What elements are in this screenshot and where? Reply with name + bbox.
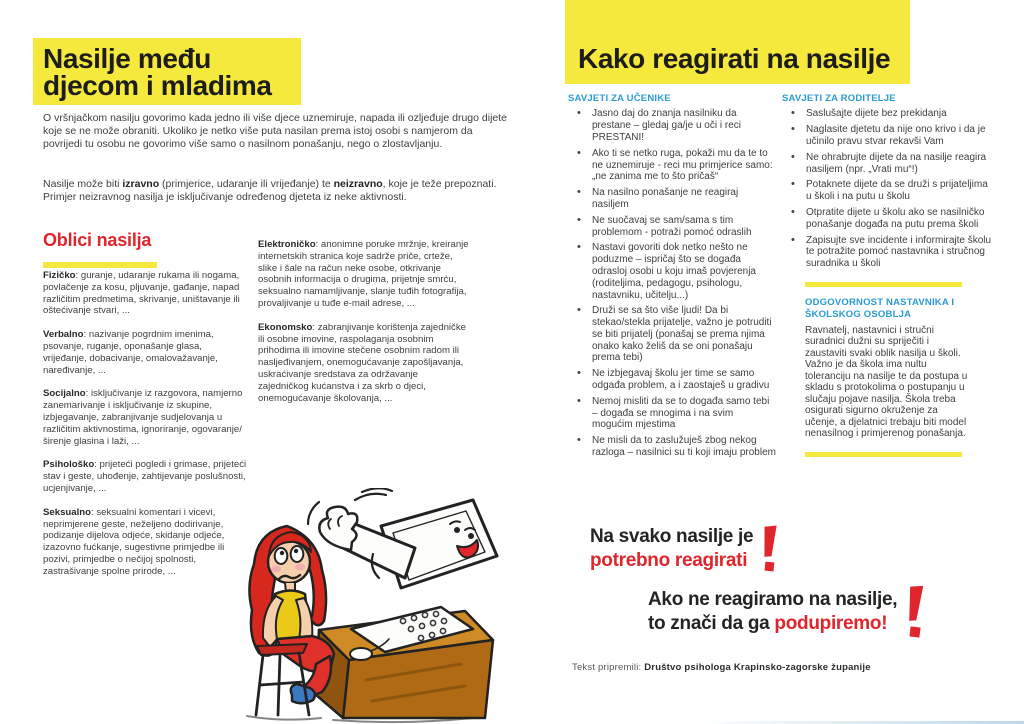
bullet-item: • Otpratite dijete u školu ako se nasilničko ponašanje događa na putu prema školi xyxy=(806,207,992,231)
callout1-line2: potrebno reagirati xyxy=(590,550,748,572)
violence-types-column-1 xyxy=(43,270,248,590)
callout1-line1: Na svako nasilje je xyxy=(590,526,754,547)
title-line-2: djecom i mladima xyxy=(43,70,272,101)
bullet-item: • Potaknete dijete da se druži s prijateljima u školi i na putu u školu xyxy=(806,179,992,203)
right-page-title xyxy=(565,0,910,84)
violence-type-term: Fizičko xyxy=(43,270,76,281)
text-run: podupiremo! xyxy=(774,613,888,634)
bullet-item: • Zapisujte sve incidente i informirajte školu te potražite pomoć nastavnika i stručnog suradnika u školi xyxy=(806,235,992,270)
violence-type-term: Seksualno xyxy=(43,506,91,518)
teachers-body: Ravnatelj, nastavnici i stručni suradnici dužni su spriječiti i zaustaviti svaki oblik nasilja u školi. Važno je da škola ima nultu toleranciju na nasilje te da postupa u skladu s protokolima o postupanju u slučaju pojave nasilja. Škola treba osigurati sigurno okruženje za učenje, a djelatnici trebaju biti model nenasilnog i primjerenog ponašanja. xyxy=(805,324,968,440)
text-run: to znači da ga xyxy=(648,613,775,634)
violence-type-term: Ekonomsko xyxy=(258,321,313,333)
bullet-item: • Nemoj misliti da se to događa samo tebi – događa se mnogima i na svim mogućim mjestima xyxy=(592,396,776,431)
violence-type-block: Fizičko: guranje, udaranje rukama ili nogama, povlačenje za kosu, pljuvanje, gađanje, napad različitim predmetima, skrivanje, uništavanje ili oštećivanje stvari, ... xyxy=(43,270,240,317)
bullet-item: • Nastavi govoriti dok netko nešto ne poduzme – ispričaj što se događa odrasloj osobi u koju imaš povjerenja (roditeljima, pedagogu, psihologu, nastavniku, učitelju...) xyxy=(592,242,776,301)
bullet-item: • Na nasilno ponašanje ne reagiraj nasiljem xyxy=(592,187,776,211)
yellow-divider-bottom xyxy=(805,452,962,457)
bullet-item: • Jasno daj do znanja nasilniku da prestane – gledaj ga/je u oči i reci PRESTANI! xyxy=(592,108,776,143)
violence-type-block: Psihološko: prijeteći pogledi i grimase, prijeteći stav i geste, uhođenje, zahtijevanje poslušnosti, ucjenjivanje, ... xyxy=(43,459,247,494)
bullet-item: • Ne ohrabrujte dijete da na nasilje reagira nasiljem (npr. „Vrati mu“!) xyxy=(806,152,992,176)
exclamation-icon xyxy=(904,585,923,639)
bullet-item: • Ako ti se netko ruga, pokaži mu da te to ne uznemiruje - reci mu primjerice samo: „ne zanima me to što pričaš“ xyxy=(592,148,776,183)
credits-organization: Društvo psihologa Krapinsko-zagorske županije xyxy=(644,662,871,673)
violence-type-block: Elektroničko: anonimne poruke mržnje, kreiranje internetskih stranica koje sadrže priče, crteže, slike i šale na račun neke osobe, otkrivanje osobnih informacija o drugima, prijetnje smrću, seksualno namamljivanje, slanje tuđih fotografija, provaljivanje u tuđe e-mail adrese, ... xyxy=(258,239,469,309)
section-heading-oblici-nasilja: Oblici nasilja xyxy=(43,230,152,250)
callout2-line1: Ako ne reagiramo na nasilje, xyxy=(648,588,898,610)
violence-type-block: Ekonomsko: zabranjivanje korištenja zajedničke ili osobne imovine, raspolaganja osobnim prihodima ili imovine stečene osobnim radom ili nasljeđivanjem, onemogućavanje zapošljavanja, uskraćivanje sredstava za održavanje zajedničkog kućanstva i za skrb o djeci, onemogućavanje školovanja, ... xyxy=(258,321,466,404)
teachers-responsibility-block xyxy=(805,282,969,457)
advice-parents xyxy=(782,93,992,467)
title-line: Kako reagirati na nasilje xyxy=(578,43,891,74)
parents-heading: SAVJETI ZA RODITELJE xyxy=(782,93,896,104)
bullet-item: • Ne izbjegavaj školu jer time se samo odgađa problem, a i zaostaješ u gradivu xyxy=(592,368,776,392)
bullet-item: • Ne misli da to zaslužuješ zbog nekog razloga – nasilnici su ti koji imaju problem xyxy=(592,435,776,459)
yellow-divider-top xyxy=(805,282,962,287)
violence-type-block: Verbalno: nazivanje pogrdnim imenima, psovanje, ruganje, oponašanje glasa, vrijeđanje, dobacivanje, omalovažavanje, naređivanje, ... xyxy=(43,329,218,376)
text-run: , koje je teže prepoznati. Primjer neizravnog nasilja je isključivanje određenog djeteta iz neke aktivnosti. xyxy=(43,178,497,204)
violence-type-term: Verbalno xyxy=(43,329,84,341)
bullet-item: • Druži se sa što više ljudi! Da bi stekao/stekla prijatelje, važno je potruditi se biti prijatelj (ponašaj se prema njima onako kako želiš da se oni ponašaju prema tebi) xyxy=(592,305,776,364)
scared-child-at-computer-illustration xyxy=(233,488,535,724)
violence-type-block: Socijalno: isključivanje iz razgovora, namjerno zanemarivanje i isključivanje iz skupine, izbjegavanje, zabranjivanje sudjelovanja u različitim aktivnostima, ignoriranje, ogovaranje/širenje glasina i laži, ... xyxy=(43,388,243,447)
violence-type-term: Psihološko xyxy=(43,459,95,471)
bullet-item: • Saslušajte dijete bez prekidanja xyxy=(806,108,992,120)
callout-not-reacting-supports xyxy=(648,585,923,639)
credits-footer xyxy=(572,662,871,673)
violence-type-term: Elektroničko xyxy=(258,239,316,250)
violence-types-column-2 xyxy=(258,239,470,416)
bullet-item: • Ne suočavaj se sam/sama s tim problemom - potraži pomoć odraslih xyxy=(592,215,776,239)
intro-paragraph-2 xyxy=(43,178,513,204)
advice-students xyxy=(568,93,776,463)
yellow-underline-bar xyxy=(43,262,157,268)
left-page-title xyxy=(33,38,301,105)
text-run: izravno xyxy=(122,178,160,190)
title-line-1: Nasilje među xyxy=(43,43,211,74)
text-run: Nasilje može biti xyxy=(43,178,123,190)
exclamation-icon xyxy=(760,525,777,573)
callout2-line2 xyxy=(648,612,897,636)
violence-type-block: Seksualno: seksualni komentari i vicevi, neprimjerene geste, neželjeno dodirivanje, podizanje dijelova odjeće, skidanje odjeće, izazovno fućkanje, sugestivne primjedbe ili pozivi, primjedbe o nečijoj spolnosti, zastrašivanje spolne prirode, ... xyxy=(43,506,225,577)
intro-paragraph-1: O vršnjačkom nasilju govorimo kada jedno ili više djece uznemiruje, napada ili ozljeđuje drugo dijete koje se ne može obraniti. Ukoliko je netko više puta nasilan prema istoj osobi s namjerom da povrijedi tu osobu ne govorimo više samo o nasilnom ponašanju, nego o zlostavljanju. xyxy=(43,112,507,151)
violence-type-term: Socijalno xyxy=(43,388,86,400)
callout-react-to-violence xyxy=(590,525,777,574)
text-run: neizravno xyxy=(333,178,383,190)
credits-prefix: Tekst pripremili: xyxy=(572,662,645,673)
teachers-heading: ODGOVORNOST NASTAVNIKA I ŠKOLSKOG OSOBLJA xyxy=(805,296,955,321)
students-bullet-list xyxy=(568,108,776,459)
text-run: (primjerice, udaranje ili vrijeđanje) te xyxy=(159,178,334,190)
students-heading: SAVJETI ZA UČENIKE xyxy=(568,93,671,104)
scared-girl xyxy=(249,526,334,715)
bullet-item: • Naglasite djetetu da nije ono krivo i da je učinilo pravu stvar rekavši Vam xyxy=(806,124,992,148)
parents-bullet-list xyxy=(782,108,992,270)
